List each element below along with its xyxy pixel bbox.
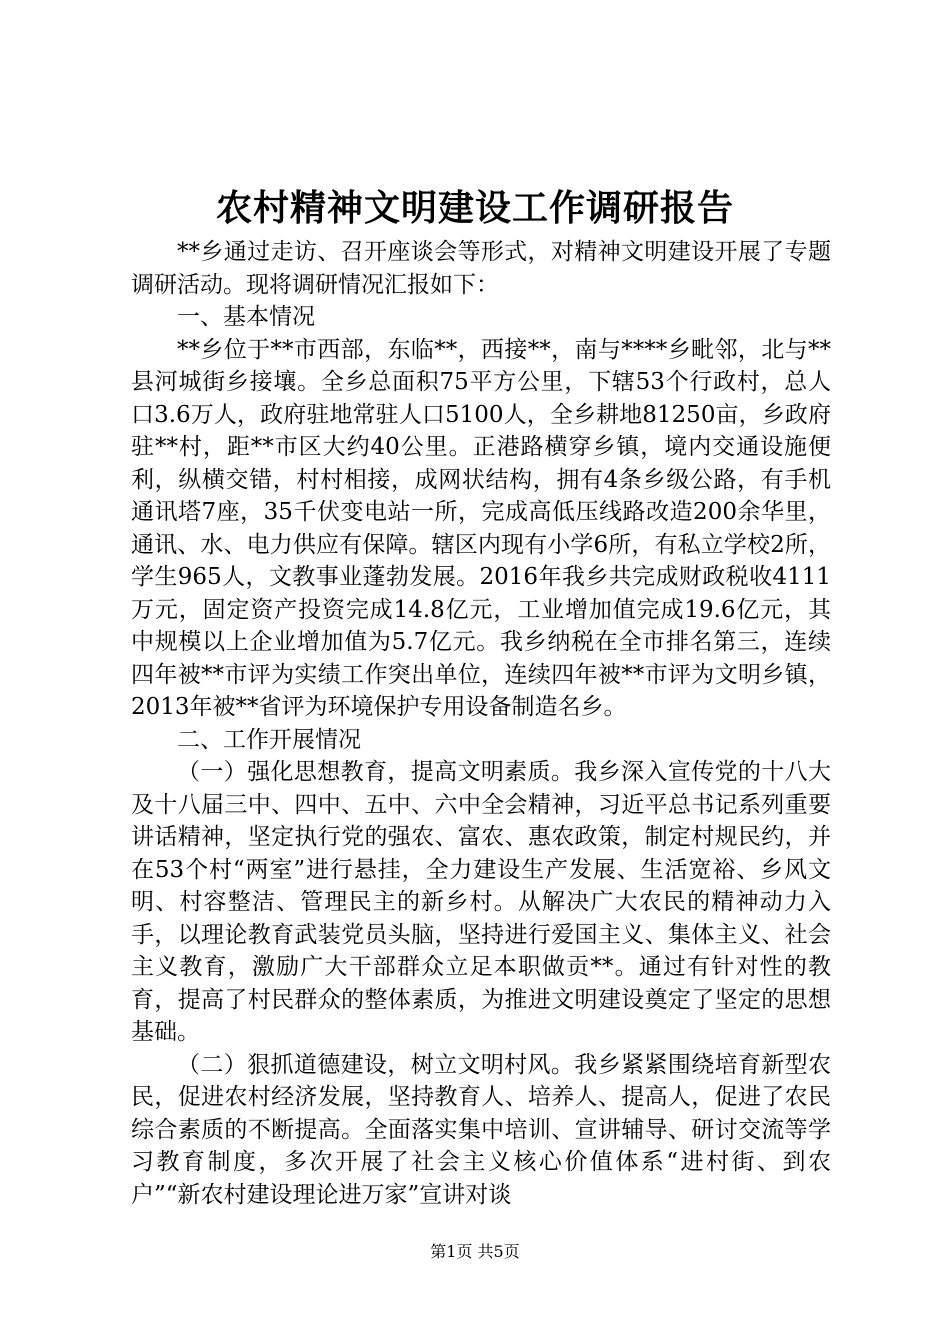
page-number-footer: 第1页 共5页 (430, 1242, 520, 1261)
document-body (131, 236, 831, 1211)
paragraph-intro: **乡通过走访、召开座谈会等形式，对精神文明建设开展了专题调研活动。现将调研情况汇报如下： (131, 239, 831, 298)
paragraph-ideological-education: （一）强化思想教育，提高文明素质。我乡深入宣传党的十八大及十八届三中、四中、五中、六中全会精神，习近平总书记系列重要讲话精神，坚定执行党的强农、富农、惠农政策，制定村规民约，并在53个村“两室”进行悬挂，全力建设生产发展、生活宽裕、乡风文明、村容整洁、管理民主的新乡村。从解决广大农民的精神动力入手，以理论教育武装党员头脑，坚持进行爱国主义、集体主义、社会主义教育，激励广大干部群众立足本职做贡**。通过有针对性的教育，提高了村民群众的整体素质，为推进文明建设奠定了坚定的思想基础。 (131, 759, 831, 1045)
document-title: 农村精神文明建设工作调研报告 (215, 187, 734, 229)
paragraph-moral-construction: （二）狠抓道德建设，树立文明村风。我乡紧紧围绕培育新型农民，促进农村经济发展，坚持教育人、培养人、提高人，促进了农民综合素质的不断提高。全面落实集中培训、宣讲辅导、研讨交流等学习教育制度，多次开展了社会主义核心价值体系“进村街、到农户”“新农村建设理论进万家”宣讲对谈 (131, 1051, 831, 1208)
paragraph-basic-situation: **乡位于**市西部，东临**，西接**，南与****乡毗邻，北与**县河城街乡接壤。全乡总面积75平方公里，下辖53个行政村，总人口3.6万人，政府驻地常驻人口5100人，全乡耕地81250亩，乡政府驻**村，距**市区大约40公里。正港路横穿乡镇，境内交通设施便利，纵横交错，村村相接，成网状结构，拥有4条乡级公路，有手机通讯塔7座，35千伏变电站一所，完成高低压线路改造200余华里，通讯、水、电力供应有保障。辖区内现有小学6所，有私立学校2所，学生965人，文教事业蓬勃发展。2016年我乡共完成财政税收4111万元，固定资产投资完成14.8亿元，工业增加值完成19.6亿元，其中规模以上企业增加值为5.7亿元。我乡纳税在全市排名第三，连续四年被**市评为实绩工作突出单位，连续四年被**市评为文明乡镇，2013年被**省评为环境保护专用设备制造名乡。 (131, 336, 831, 720)
section-heading-basic-situation: 一、基本情况 (177, 304, 315, 330)
section-heading-work-progress: 二、工作开展情况 (177, 726, 361, 753)
